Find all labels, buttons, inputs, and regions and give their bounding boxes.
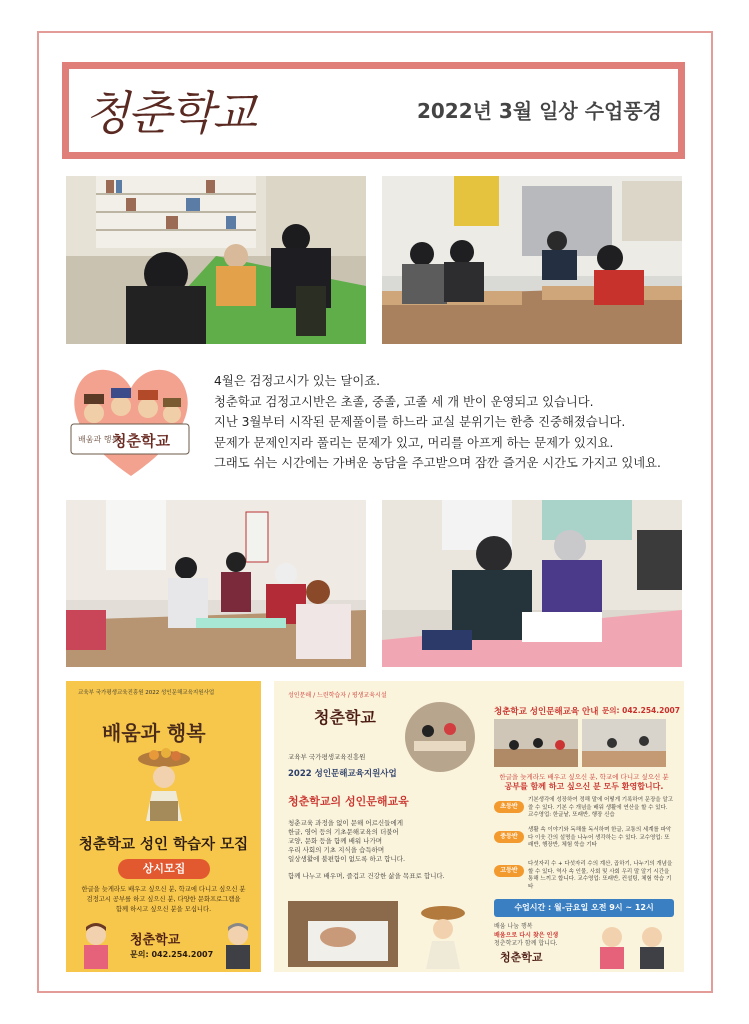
grandmother-illustration-2: [410, 903, 476, 969]
poster-right-logo: 청춘학교: [314, 708, 376, 727]
footer-logo: 청춘학교: [500, 951, 543, 964]
footer-line: 청춘학교가 함께 합니다.: [494, 940, 558, 947]
poster-badge: 상시모집: [118, 859, 210, 879]
desc-line: 함께 하시고 싶으신 분을 모십니다.: [115, 906, 212, 913]
poster-top-labels: 성인문해 / 느린학습자 / 평생교육시설: [288, 692, 387, 699]
footer-line: 배움으로 다시 찾은 인생: [494, 931, 559, 939]
heart-logo: [66, 358, 196, 480]
paragraph-line: 청춘학교 검정고시반은 초졸, 중졸, 고졸 세 개 반이 운영되고 있습니다.: [214, 394, 594, 409]
level-badge: 중등반: [494, 831, 524, 843]
body-line: 교양, 문화 등을 함께 배워 나가며: [288, 837, 383, 845]
schedule-bar: 수업시간 : 월-금요일 오전 9시 ~ 12시: [494, 899, 674, 917]
guide-title: 청춘학교 성인문해교육 안내: [494, 707, 599, 717]
students-illustration: [592, 923, 676, 969]
guide-intro: [494, 773, 674, 791]
student-illustration-right: [218, 921, 258, 969]
classroom-photo-library: [66, 176, 366, 344]
guide-photo-1: [494, 719, 578, 767]
footer-line: 배움 나눔 행복: [494, 923, 533, 930]
page-title: 2022년 3월 일상 수업풍경: [416, 99, 662, 123]
poster-section-title: 청춘학교의 성인문해교육: [288, 795, 409, 808]
body-line: 청춘교육 과정을 없이 문해 어르신들에게: [288, 819, 404, 827]
student-illustration-left: [76, 921, 116, 969]
desc-line: 한글을 늦게라도 배우고 싶으신 분, 학교에 다니고 싶으신 분: [81, 886, 246, 893]
level-badge: 고등반: [494, 865, 524, 877]
level-text: 생활 속 이야기와 독해를 독서하며 한글, 교통의 세계를 파악 다 이웃 간의 설명을 나누어 생각하는 수 있다. 교수영업: 또래반, 행장반, 체험 학습 기타: [528, 827, 672, 848]
paragraph-line: 그래도 쉬는 시간에는 가벼운 농담을 주고받으며 잠깐 즐거운 시간도 가지고 있네요.: [214, 456, 661, 470]
grandmother-illustration: [124, 747, 204, 821]
poster-slogan: 배움과 행복: [102, 721, 206, 745]
poster-logo: 청춘학교: [130, 933, 181, 948]
poster-program-guide: [274, 681, 684, 972]
desc-line: 검정고시 공부를 하고 싶으신 분, 다양한 문화프로그램을: [86, 896, 241, 903]
intro-line: 공부를 함께 하고 싶으신 분 모두 환영합니다.: [504, 782, 664, 791]
paragraph-line: 문제가 문제인지라 풀리는 문제가 있고, 머리를 아프게 하는 문제가 있지요.: [214, 435, 614, 450]
level-text: 기본생각에 성장하여 정해 말에 어떻게 기록하여 문장을 알고 쓸 수 있다. 기본 수 개념을 배워 생활에 연산을 할 수 있다. 교수영업: 한글낱, 또래반, 행장 신습: [528, 797, 674, 818]
classroom-circle-photo: [404, 701, 476, 773]
poster-program: 2022 성인문해교육지원사업: [288, 769, 397, 779]
poster-right-sponsors: 교육부 국가평생교육진흥원: [288, 753, 366, 761]
classroom-photo-reading: [382, 500, 682, 667]
guide-photo-2: [582, 719, 666, 767]
footer-text: [494, 923, 558, 949]
poster-phone: 문의: 042.254.2007: [130, 950, 214, 959]
poster-description: [66, 885, 261, 915]
header-banner: [62, 62, 685, 159]
classroom-photo-desks: [382, 176, 682, 344]
body-line: 한글, 영어 등의 기초문해교육의 더불어: [288, 828, 399, 836]
guide-phone: 문의: 042.254.2007: [602, 706, 680, 715]
heart-logo-label: 청춘학교: [112, 432, 170, 450]
heart-logo-sub: 배움과 행복: [78, 435, 120, 444]
poster-recruitment: [66, 681, 261, 972]
poster-body: [288, 819, 478, 881]
level-badge: 초등반: [494, 801, 524, 813]
intro-paragraph: [214, 371, 694, 474]
poster-title: 청춘학교 성인 학습자 모집: [78, 837, 249, 853]
school-logo-text: 청춘학교: [85, 86, 255, 140]
level-text: 다섯자리 수 + 다섯자리 수의 계산, 곱하기, 나누기의 개념을 할 수 있다. 역사 속 인물, 사회 및 사회 우리 말 알기 시간을 통해 느끼고 합니다. 교수영업: 또래반, 컨설팅, 체험 학습 기타: [528, 861, 673, 890]
paragraph-line: 지난 3월부터 시작된 문제풀이를 하느라 교실 분위기는 한층 진중해졌습니다.: [214, 415, 626, 429]
body-line: 우리 사회의 기초 지식을 습득하며: [288, 846, 385, 854]
body-line: 함께 나누고 배우며, 즐겁고 건강한 삶을 목표로 합니다.: [288, 872, 445, 880]
body-line: 일상생활에 불편함이 없도록 하고 합니다.: [288, 855, 406, 863]
classroom-photo-group: [66, 500, 366, 667]
paragraph-line: 4월은 검정고시가 있는 달이죠.: [214, 374, 381, 388]
writing-hands-photo: [288, 901, 398, 967]
intro-line: 한글을 늦게라도 배우고 싶으신 분, 학교에 다니고 싶으신 분: [499, 773, 669, 781]
poster-sponsors: 교육부 국가평생교육진흥원 2022 성인문해교육지원사업: [78, 690, 215, 696]
